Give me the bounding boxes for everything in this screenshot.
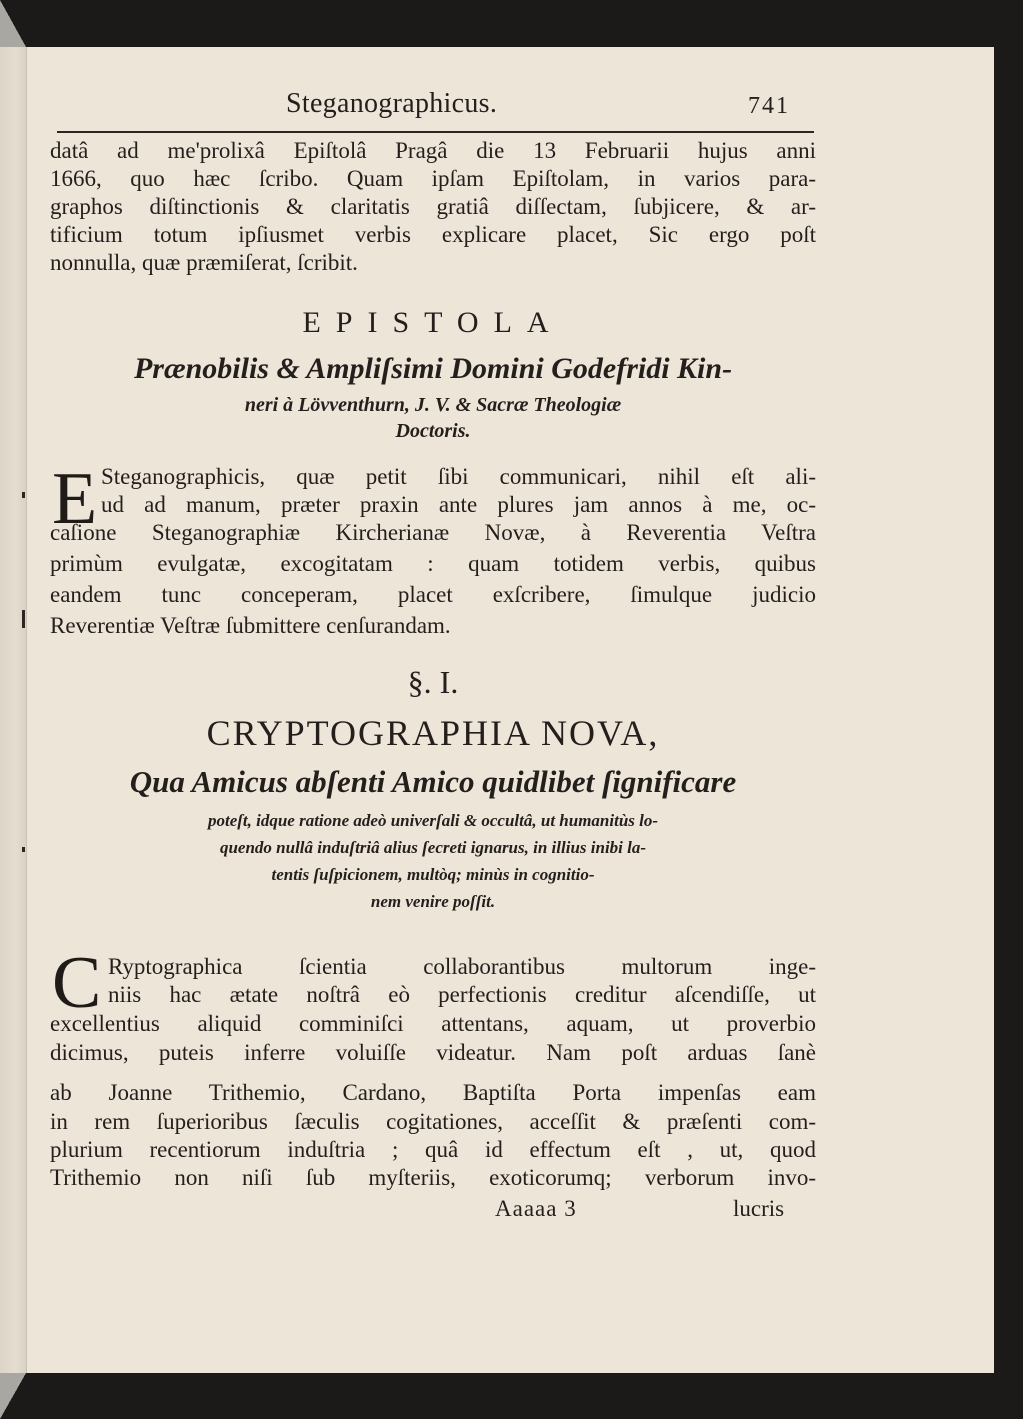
intro-line: tificium totum ipſiusmet verbis explicare placet, Sic ergo poſt — [50, 222, 816, 247]
paragraph-line: ab Joanne Trithemio, Cardano, Baptiſta Porta impenſas eam — [50, 1080, 816, 1105]
epistola-title-line: Prænobilis & Ampliſsimi Domini Godefridi Kin- — [133, 352, 733, 385]
paragraph-line: niis hac ætate noſtrâ eò perfectionis creditur aſcendiſſe, ut — [108, 982, 816, 1007]
paragraph-line: eandem tunc conceperam, placet exſcribere, ſimulque judicio — [50, 582, 816, 607]
paragraph-line: caſione Steganographiæ Kircherianæ Novæ, à Reverentia Veſtra — [50, 520, 816, 545]
intro-line: nonnulla, quæ præmiſerat, ſcribit. — [50, 250, 358, 275]
paragraph-line: excellentius aliquid comminiſci attentans, aquam, ut proverbio — [50, 1011, 816, 1036]
running-title: Steganographicus. — [286, 88, 498, 119]
paragraph-line: Trithemio non niſi ſub myſteriis, exoticorumq; verborum invo- — [50, 1165, 816, 1190]
gutter-mark — [22, 492, 25, 498]
section-subtitle-line: poteſt, idque ratione adeò univerſali & occultâ, ut humanitùs lo- — [207, 811, 659, 830]
gutter-mark — [22, 847, 25, 852]
epistola-title-line: Doctoris. — [395, 420, 471, 442]
drop-cap: C — [52, 942, 102, 1024]
intro-line: datâ ad me'prolixâ Epiſtolâ Pragâ die 13 Februarii hujus anni — [50, 138, 816, 163]
section-title: CRYPTOGRAPHIA NOVA, — [206, 713, 660, 753]
page-number: 741 — [748, 93, 790, 119]
intro-line: 1666, quo hæc ſcribo. Quam ipſam Epiſtolam, in varios para- — [50, 166, 816, 191]
section-mark: §. I. — [407, 664, 459, 700]
scan-corner-bottom — [0, 1373, 26, 1419]
paragraph-line: Steganographicis, quæ petit ſibi communicari, nihil eſt ali- — [101, 464, 816, 489]
section-subtitle-line: tentis ſuſpicionem, multòq; minùs in cognitio- — [271, 865, 595, 884]
scan-corner-top — [0, 0, 26, 47]
paragraph-line: Ryptographica ſcientia collaborantibus multorum inge- — [108, 954, 816, 979]
drop-cap: E — [52, 458, 98, 540]
epistola-title-line: neri à Lövventhurn, J. V. & Sacræ Theologiæ — [244, 394, 622, 416]
paragraph-line: Reverentiæ Veſtræ ſubmittere cenſurandam. — [50, 613, 451, 638]
gutter-mark — [22, 610, 25, 628]
section-subtitle-line: Qua Amicus abſenti Amico quidlibet ſignificare — [129, 764, 737, 799]
epistola-heading: EPISTOLA — [302, 306, 564, 339]
section-subtitle-line: quendo nullâ induſtriâ alius ſecreti ignarus, in illius inibi la- — [219, 838, 647, 857]
page-gutter — [0, 47, 27, 1373]
header-rule — [57, 131, 814, 133]
paragraph-line: plurium recentiorum induſtria ; quâ id effectum eſt , ut, quod — [50, 1137, 816, 1162]
intro-line: graphos diſtinctionis & claritatis gratiâ diſſectam, ſubjicere, & ar- — [50, 194, 816, 219]
paragraph-line: dicimus, puteis inferre voluiſſe videatur. Nam poſt arduas ſanè — [50, 1040, 816, 1065]
section-subtitle-line: nem venire poſſit. — [370, 892, 496, 911]
paragraph-line: in rem ſuperioribus ſæculis cogitationes, acceſſit & præſenti com- — [50, 1109, 816, 1134]
paragraph-line: ud ad manum, præter praxin ante plures jam annos à me, oc- — [101, 492, 816, 517]
catchword: lucris — [733, 1196, 785, 1221]
paragraph-line: primùm evulgatæ, excogitatam : quam totidem verbis, quibus — [50, 551, 816, 576]
signature-mark: Aaaaa 3 — [495, 1196, 577, 1221]
